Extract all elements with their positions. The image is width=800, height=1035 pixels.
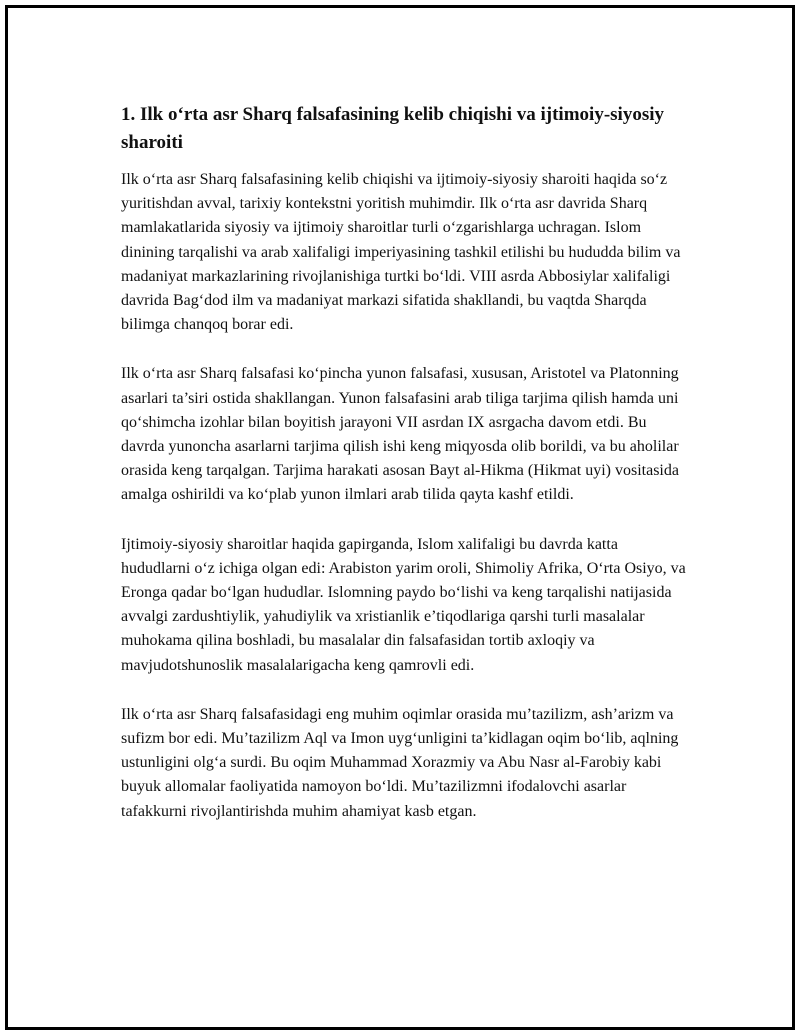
document-body — [121, 101, 691, 849]
page-frame — [5, 5, 795, 1030]
paragraph-schools: Ilk o‘rta asr Sharq falsafasidagi eng muhim oqimlar orasida mu’tazilizm, ash’arizm va sufizm bor edi. Mu’tazilizm Aql va Imon uyg‘unligini ta’kidlagan oqim bo‘lib, aqlning ustunligini olg‘a surdi. Bu oqim Muhammad Xorazmiy va Abu Nasr al-Farobiy kabi buyuk allomalar faoliyatida namoyon bo‘ldi. Mu’tazilizmni ifodalovchi asarlar tafakkurni rivojlantirishda muhim ahamiyat kasb etgan. — [121, 705, 679, 820]
section-heading: 1. Ilk o‘rta asr Sharq falsafasining kelib chiqishi va ijtimoiy-siyosiy sharoiti — [121, 104, 664, 153]
paragraph-socio-political: Ijtimoiy-siyosiy sharoitlar haqida gapirganda, Islom xalifaligi bu davrda katta hududlarni o‘z ichiga olgan edi: Arabiston yarim oroli, Shimoliy Afrika, O‘rta Osiyo, va Eronga qadar bo‘lgan hududlar. Islomning paydo bo‘lishi va keng tarqalishi natijasida avvalgi zardushtiylik, yahudiylik va xristianlik e’tiqodlariga qarshi turli masalalar muhokama qilina boshladi, bu masalalar din falsafasidan tortib axloqiy va mavjudotshunoslik masalalarigacha keng qamrovli edi. — [121, 535, 686, 674]
paragraph-greek-influence: Ilk o‘rta asr Sharq falsafasi ko‘pincha yunon falsafasi, xususan, Aristotel va Platonning asarlari ta’siri ostida shakllangan. Yunon falsafasini arab tiliga tarjima qilish hamda uni qo‘shimcha izohlar bilan boyitish jarayoni VII asrdan IX asrgacha davom etdi. Bu davrda yunoncha asarlarni tarjima qilish ishi keng miqyosda olib borildi, va bu aholilar orasida keng tarqalgan. Tarjima harakati asosan Bayt al-Hikma (Hikmat uyi) vositasida amalga oshirildi va ko‘plab yunon ilmlari arab tilida qayta kashf etildi. — [121, 365, 679, 504]
paragraph-origins: Ilk o‘rta asr Sharq falsafasining kelib chiqishi va ijtimoiy-siyosiy sharoiti haqida so‘z yuritishdan avval, tarixiy kontekstni yoritish muhimdir. Ilk o‘rta asr davrida Sharq mamlakatlarida siyosiy va ijtimoiy sharoitlar turli o‘zgarishlarga uchragan. Islom dinining tarqalishi va arab xalifaligi imperiyasining tashkil etilishi bu hududda bilim va madaniyat markazlarining rivojlanishiga turtki bo‘ldi. VIII asrda Abbosiylar xalifaligi davrida Bag‘dod ilm va madaniyat markazi sifatida shakllandi, bu vaqtda Sharqda bilimga chanqoq borar edi. — [121, 171, 681, 334]
